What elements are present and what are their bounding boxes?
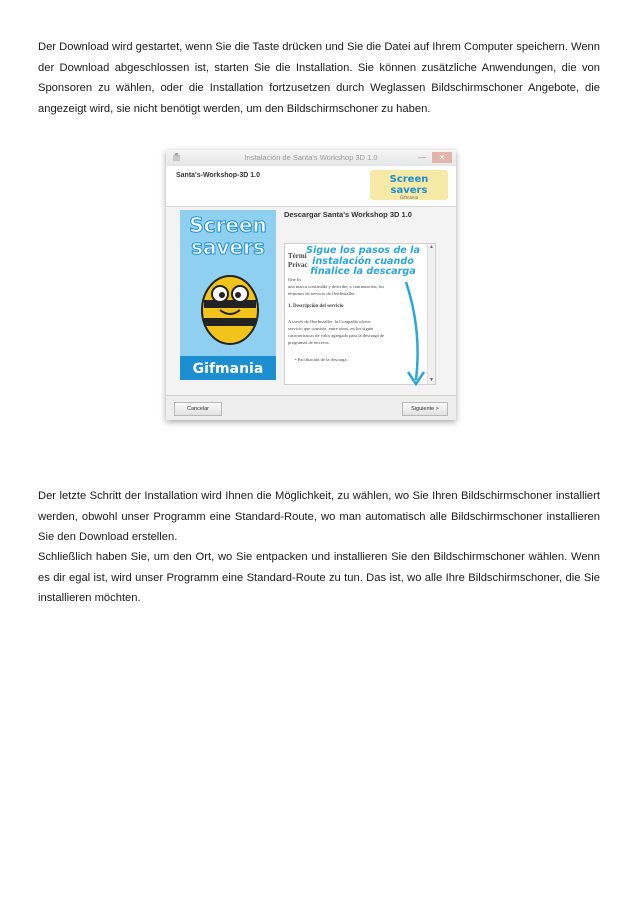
window-title: Instalación de Santa's Workshop 3D 1.0 (244, 153, 378, 162)
terms-text: características de valor agregado para la descarga de (288, 333, 385, 338)
app-name: Santa's-Workshop-3D 1.0 (176, 172, 260, 179)
scroll-down-icon[interactable]: ▼ (429, 378, 434, 383)
arrow-down-icon (392, 280, 432, 390)
terms-heading: Térmi (288, 252, 307, 260)
paragraph-install-location: Der letzte Schritt der Installation wird Ihnen die Möglichkeit, zu wählen, wo Sie Ihren Bildschirmschoner installiert werden, obwohl unser Programm eine Standard-Route, wo man automatisch alle Bildschirmschoner installieren Sie den Download erstellen. (38, 490, 600, 543)
minimize-icon[interactable]: — (418, 153, 426, 162)
terms-text: One In (288, 277, 301, 282)
paragraph-intro: Der Download wird gestartet, wenn Sie die Taste drücken und Sie die Datei auf Ihrem Computer speichern. Wenn der Download abgeschlossen ist, starten Sie die Installation. Sie können zusätzliche Anwendungen, die von Sponsoren zu wählen, oder die Installation fortzusetzen durch Weglassen Bildschirmschoner Angebote, die angezeigt wird, sie nicht benötigt werden, um den Bildschirmschoner zu haben. (38, 41, 600, 115)
cancel-button[interactable]: Cancelar (174, 402, 222, 416)
window-titlebar (166, 150, 456, 166)
svg-text:savers: savers (390, 185, 428, 196)
installer-header (166, 166, 456, 207)
next-button[interactable]: Siguiente > (402, 402, 448, 416)
installer-screenshot (166, 150, 456, 420)
installer-footer (166, 395, 456, 420)
svg-text:savers: savers (191, 235, 265, 259)
terms-heading: Privac (288, 261, 308, 269)
svg-text:Screen: Screen (389, 174, 429, 185)
terms-section-title: 1. Descripción del servicio (288, 304, 344, 309)
overlay-instruction: Sigue los pasos de la instalación cuando finalice la descarga (306, 245, 420, 277)
terms-text: términos de servicio de OneInstaller. (288, 291, 356, 296)
svg-text:Gifmania: Gifmania (399, 195, 419, 200)
terms-bullet: • Facilitación de la descarga. (295, 357, 348, 362)
close-icon[interactable]: ✕ (432, 152, 452, 163)
terms-text: A través de OneInstaller, la Compañía ofrece (288, 319, 371, 324)
terms-text: programas de terceros. (288, 340, 330, 345)
paragraph-conclusion: Schließlich haben Sie, um den Ort, wo Sie entpacken und installieren Sie den Bildschirmschoner wählen. Wenn es dir egal ist, wird unser Programm eine Standard-Route zu tun. Das ist, wo alle Ihre Bildschirmschoner, die Sie installieren möchten. (38, 551, 600, 604)
scroll-up-icon[interactable]: ▲ (429, 245, 434, 250)
svg-text:Gifmania: Gifmania (192, 361, 264, 377)
svg-text:Screen: Screen (189, 213, 267, 237)
terms-text: una marca construida y describe, a continuación, los (288, 284, 385, 289)
screensavers-logo (370, 170, 448, 200)
terms-text: servicio que consiste, entre otros, en los siguie (288, 326, 374, 331)
download-title: Descargar Santa's Workshop 3D 1.0 (284, 210, 412, 219)
mascot-banner (180, 210, 276, 380)
installer-icon (172, 153, 181, 162)
